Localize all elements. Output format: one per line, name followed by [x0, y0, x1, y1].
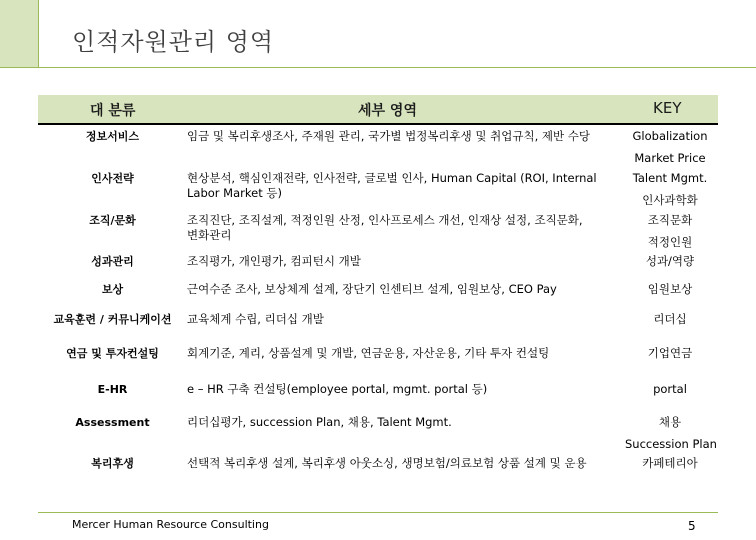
row-detail: 현상분석, 핵심인재전략, 인사전략, 글로벌 인사, Human Capital (ROI, Internal: [187, 171, 597, 185]
row-category: 교육훈련 / 커뮤니케이션: [53, 313, 172, 326]
row-key: Talent Mgmt.: [632, 171, 708, 185]
footer-rule: [38, 512, 718, 513]
row-key: Succession Plan: [625, 437, 717, 451]
row-category: 연금 및 투자컨설팅: [66, 347, 159, 360]
header-detail: 세부 영역: [358, 103, 417, 119]
row-category: E-HR: [97, 383, 128, 396]
row-category: 정보서비스: [85, 130, 140, 143]
decorative-divider: [38, 0, 39, 67]
row-key: portal: [653, 382, 687, 396]
row-category: 보상: [101, 283, 124, 296]
decorative-corner-block: [0, 0, 38, 67]
row-key: 리더십: [653, 312, 687, 326]
footer-company: Mercer Human Resource Consulting: [72, 518, 269, 531]
row-detail: 리더십평가, succession Plan, 채용, Talent Mgmt.: [187, 415, 452, 429]
row-key: 기업연금: [647, 346, 693, 360]
row-key: 카페테리아: [642, 456, 698, 470]
row-key: Market Price: [634, 151, 706, 165]
row-detail: 임금 및 복리후생조사, 주재원 관리, 국가별 법정복리후생 및 취업규칙, 제반 수당: [187, 129, 591, 143]
row-key: 인사과학화: [642, 193, 698, 207]
row-category: 인사전략: [91, 172, 134, 185]
row-key: Globalization: [632, 129, 708, 143]
row-category: 복리후생: [91, 457, 134, 470]
header-category: 대 분류: [90, 103, 136, 119]
row-detail: 교육체계 수립, 리더십 개발: [187, 312, 324, 326]
row-detail: 변화관리: [187, 228, 232, 242]
row-key: 임원보상: [647, 282, 693, 296]
header-rule: [38, 123, 718, 125]
page-title: 인적자원관리 영역: [72, 28, 275, 56]
row-key: 채용: [658, 415, 682, 429]
row-category: 성과관리: [91, 255, 134, 268]
row-detail: 조직진단, 조직설계, 적정인원 산정, 인사프로세스 개선, 인재상 설정, 조직문화,: [187, 213, 583, 227]
header-key: KEY: [653, 99, 682, 117]
row-category: Assessment: [75, 416, 150, 429]
title-underline: [0, 67, 756, 68]
row-key: 성과/역량: [645, 254, 695, 268]
row-detail: 조직평가, 개인평가, 컴피턴시 개발: [187, 254, 361, 268]
row-key: 적정인원: [647, 235, 693, 249]
row-key: 조직문화: [647, 213, 693, 227]
row-category: 조직/문화: [89, 214, 136, 227]
row-detail: Labor Market 등): [187, 186, 282, 200]
row-detail: 회계기준, 계리, 상품설계 및 개발, 연금운용, 자산운용, 기타 투자 컨설팅: [187, 346, 550, 360]
row-detail: 근여수준 조사, 보상체계 설계, 장단기 인센티브 설계, 임원보상, CEO Pay: [187, 282, 557, 296]
row-detail: 선택적 복리후생 설계, 복리후생 아웃소싱, 생명보험/의료보험 상품 설계 및 운용: [187, 456, 587, 470]
row-detail: e – HR 구축 컨설팅(employee portal, mgmt. portal 등): [187, 382, 488, 396]
page-number: 5: [688, 519, 696, 533]
